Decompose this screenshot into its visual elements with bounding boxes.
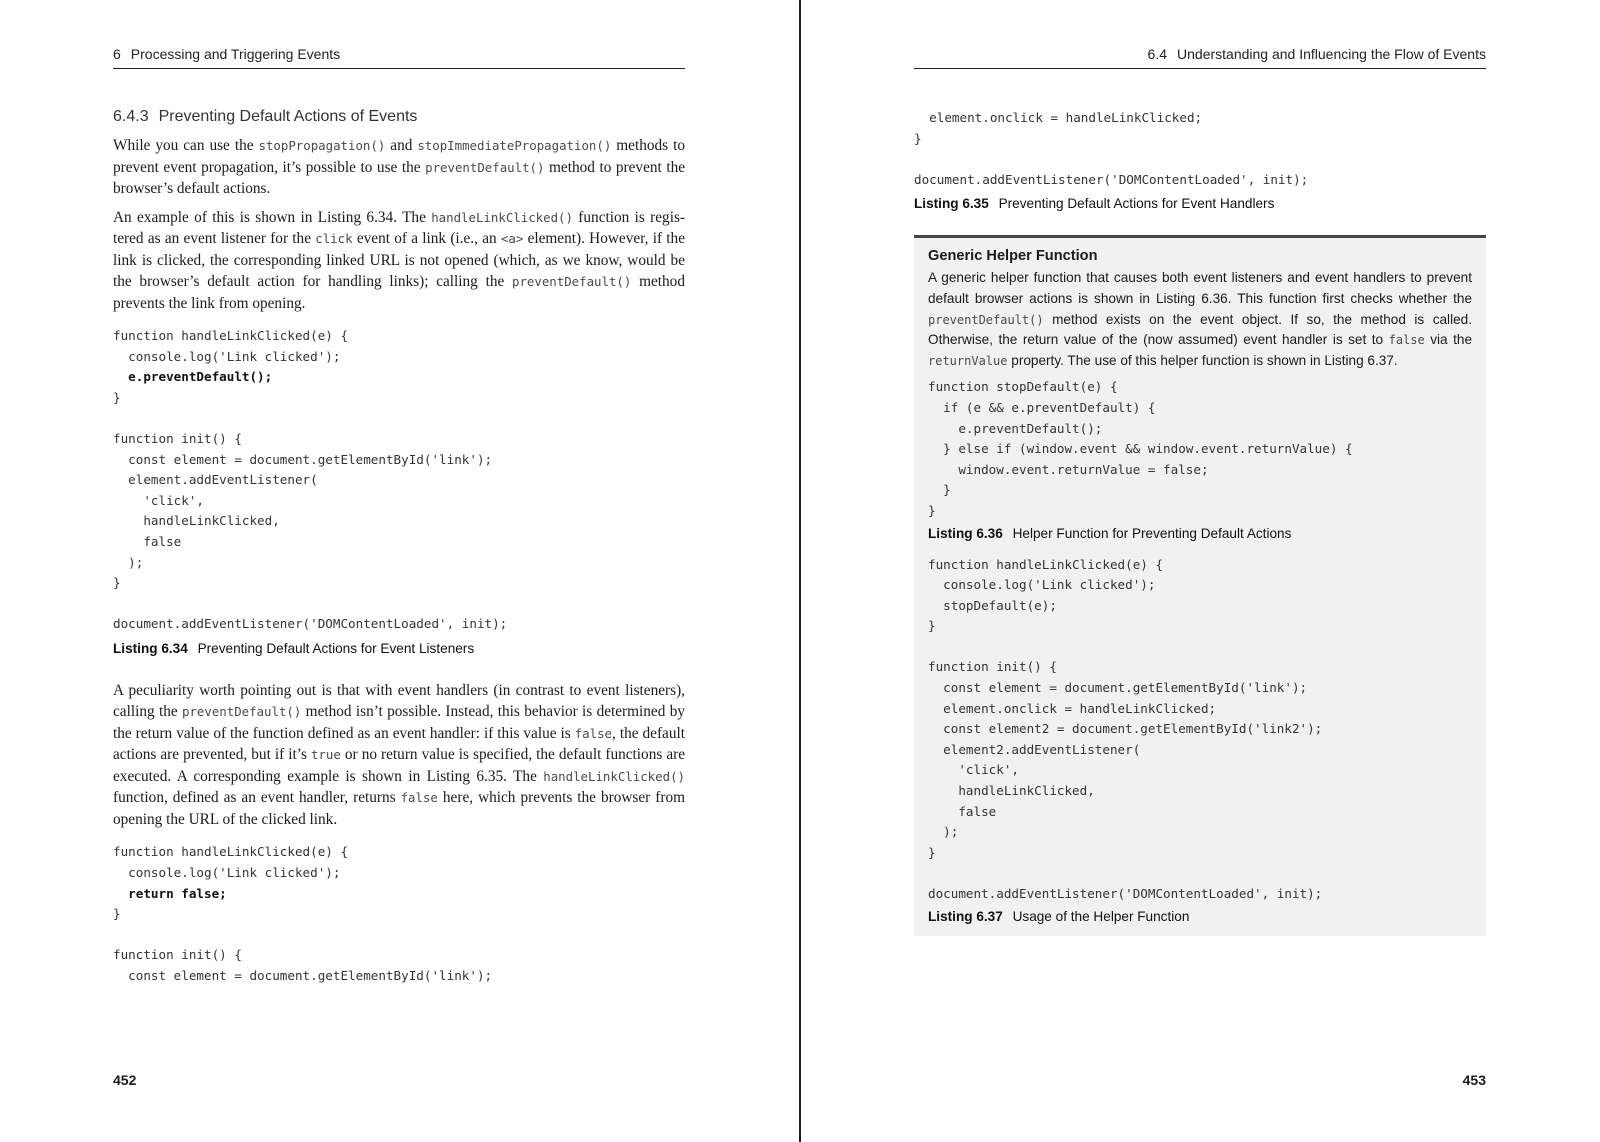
left-content bbox=[113, 108, 685, 993]
text-run: function, defined as an event handler, returns bbox=[113, 789, 401, 807]
inline-code: true bbox=[311, 747, 341, 763]
caption-text: Helper Function for Preventing Default Actions bbox=[1012, 525, 1292, 541]
code-listing-6-34 bbox=[113, 326, 685, 635]
code-line: e.preventDefault(); bbox=[928, 420, 1103, 436]
text-run: A peculiarity worth pointing out is that with event handlers (in contrast to event listeners), calling the bbox=[113, 681, 685, 721]
inline-code: handleLinkClicked() bbox=[543, 768, 685, 784]
code-line: 'click', bbox=[928, 762, 1019, 778]
code-line: function init() { bbox=[113, 430, 242, 446]
inline-code: false bbox=[400, 790, 438, 806]
code-line: } bbox=[113, 389, 121, 405]
code-line: window.event.returnValue = false; bbox=[928, 461, 1209, 477]
inline-code: returnValue bbox=[928, 353, 1008, 368]
section-number: 6.4.3 bbox=[113, 108, 149, 125]
code-line: function handleLinkClicked(e) { bbox=[928, 556, 1164, 572]
code-listing-6-35-part2 bbox=[914, 108, 1486, 190]
code-line: function init() { bbox=[928, 659, 1057, 675]
inline-code: preventDefault() bbox=[512, 274, 632, 289]
inline-code: <a> bbox=[500, 231, 524, 246]
code-line bbox=[928, 637, 1472, 658]
code-line: function stopDefault(e) { bbox=[928, 379, 1118, 395]
right-content bbox=[914, 108, 1486, 936]
inline-code: preventDefault() bbox=[928, 312, 1044, 327]
caption-text: Preventing Default Actions for Event Handlers bbox=[998, 196, 1275, 212]
code-line: element.addEventListener( bbox=[113, 472, 318, 488]
page-number: 453 bbox=[1462, 1072, 1486, 1088]
code-line: } bbox=[928, 618, 936, 634]
code-line: ); bbox=[928, 824, 959, 840]
code-line: } bbox=[928, 502, 936, 518]
left-page bbox=[0, 0, 799, 1142]
text-run: or no return value is specified, the default functions are executed. A corresponding example is shown in Listing 6.35. The bbox=[113, 746, 686, 785]
code-line: element2.addEventListener( bbox=[928, 741, 1141, 757]
code-line bbox=[113, 925, 685, 946]
text-run: An example of this is shown in Listing 6.34. The bbox=[113, 208, 432, 226]
text-run: here, which prevents the browser from opening the URL of the clicked link. bbox=[113, 789, 685, 828]
text-run: element). However, if the link is clicked, the corresponding linked URL is not opened (which, as we know, would be the browser’s default action for handling links); calling the bbox=[113, 230, 685, 290]
paragraph-example bbox=[113, 207, 685, 315]
page-number: 452 bbox=[113, 1072, 137, 1088]
code-line: const element = document.getElementById('link'); bbox=[928, 680, 1308, 696]
code-line: document.addEventListener('DOMContentLoaded', init); bbox=[914, 171, 1309, 187]
code-line: console.log('Link clicked'); bbox=[113, 865, 341, 880]
code-line: handleLinkClicked, bbox=[928, 783, 1095, 799]
code-line bbox=[113, 408, 685, 429]
code-line: handleLinkClicked, bbox=[113, 513, 280, 529]
text-run: and bbox=[385, 137, 418, 154]
chapter-title: Processing and Triggering Events bbox=[130, 46, 341, 62]
inline-code: preventDefault() bbox=[181, 704, 302, 720]
code-line: } bbox=[113, 575, 121, 591]
text-run: function is registered as an event listener for the bbox=[113, 208, 686, 247]
inline-code: stopPropagation() bbox=[258, 138, 386, 153]
code-listing-6-36 bbox=[928, 377, 1472, 521]
code-line-highlighted: return false; bbox=[113, 885, 227, 901]
code-line bbox=[914, 149, 1486, 170]
code-line-highlighted: e.preventDefault(); bbox=[113, 369, 273, 385]
code-listing-6-37 bbox=[928, 555, 1472, 905]
inline-code: stopImmediatePropagation() bbox=[417, 138, 612, 153]
caption-number: Listing 6.36 bbox=[928, 525, 1003, 541]
inline-code: false bbox=[574, 725, 613, 741]
section-heading bbox=[113, 108, 685, 126]
section-title: Preventing Default Actions of Events bbox=[158, 108, 418, 125]
code-line: document.addEventListener('DOMContentLoaded', init); bbox=[113, 616, 508, 632]
code-line: console.log('Link clicked'); bbox=[113, 348, 341, 364]
inline-code: handleLinkClicked() bbox=[431, 209, 573, 225]
listing-caption bbox=[928, 909, 1472, 924]
code-line: ); bbox=[113, 554, 144, 570]
code-line: const element2 = document.getElementById('link2'); bbox=[928, 721, 1323, 737]
code-line: function handleLinkClicked(e) { bbox=[113, 844, 349, 860]
code-line: } else if (window.event && window.event.returnValue) { bbox=[928, 441, 1353, 457]
inline-code: false bbox=[1388, 333, 1425, 348]
box-title: Generic Helper Function bbox=[928, 248, 1098, 265]
code-line: } bbox=[914, 130, 922, 146]
code-line: } bbox=[928, 844, 936, 860]
left-running-header bbox=[113, 46, 685, 69]
helper-function-box bbox=[914, 235, 1486, 935]
code-line: const element = document.getElementById('link'); bbox=[113, 967, 493, 983]
text-run: method exists on the event object. If so, the method is called. Otherwise, the return value of the (now assumed) event handler is set to bbox=[928, 311, 1472, 348]
caption-number: Listing 6.34 bbox=[113, 640, 188, 656]
code-line: console.log('Link clicked'); bbox=[928, 577, 1156, 593]
text-run: event of a link (i.e., an bbox=[352, 230, 501, 247]
section-title: Understanding and Influencing the Flow of Events bbox=[1177, 46, 1486, 62]
text-run: , the default actions are prevented, but if it’s bbox=[113, 724, 685, 764]
text-run: method prevents the link from opening. bbox=[113, 273, 685, 312]
code-line: element.onclick = handleLinkClicked; bbox=[928, 700, 1217, 716]
text-run: via the bbox=[1424, 332, 1473, 348]
code-line: } bbox=[928, 482, 951, 498]
code-line: document.addEventListener('DOMContentLoaded', init); bbox=[928, 886, 1323, 901]
chapter-number: 6 bbox=[113, 46, 121, 62]
listing-caption bbox=[914, 196, 1486, 211]
inline-code: preventDefault() bbox=[425, 159, 545, 175]
code-line bbox=[928, 863, 1472, 884]
code-line: function handleLinkClicked(e) { bbox=[113, 328, 349, 343]
code-listing-6-35-part1 bbox=[113, 842, 685, 986]
code-line: false bbox=[113, 533, 182, 549]
listing-caption bbox=[113, 641, 685, 656]
inline-code: click bbox=[315, 231, 353, 246]
text-run: method isn’t possible. Instead, this behavior is determined by the return value of the function defined as an event handler: if this value is bbox=[113, 703, 686, 742]
caption-number: Listing 6.37 bbox=[928, 908, 1003, 924]
box-paragraph bbox=[928, 268, 1472, 371]
caption-text: Usage of the Helper Function bbox=[1012, 908, 1190, 924]
text-run: While you can use the bbox=[113, 137, 259, 154]
code-line: const element = document.getElementById('link'); bbox=[113, 451, 493, 467]
code-line: false bbox=[928, 803, 997, 819]
paragraph-intro bbox=[113, 135, 685, 200]
right-page bbox=[801, 0, 1600, 1142]
code-line: } bbox=[113, 906, 121, 922]
text-run: property. The use of this helper function is shown in Listing 6.37. bbox=[1007, 352, 1398, 368]
code-line: stopDefault(e); bbox=[928, 597, 1057, 613]
paragraph-peculiarity bbox=[113, 680, 685, 831]
text-run: method to prevent the browser’s default actions. bbox=[113, 158, 686, 197]
code-line: if (e && e.preventDefault) { bbox=[928, 399, 1156, 415]
right-running-header bbox=[914, 46, 1486, 69]
caption-text: Preventing Default Actions for Event Listeners bbox=[197, 640, 475, 656]
code-line bbox=[113, 594, 685, 615]
listing-caption bbox=[928, 526, 1472, 541]
text-run: methods to prevent event propagation, it’s possible to use the bbox=[113, 137, 685, 176]
text-run: A generic helper function that causes both event listeners and event handlers to prevent default browser actions is shown in Listing 6.36. This function first checks whether the bbox=[928, 270, 1472, 306]
code-line: element.onclick = handleLinkClicked; bbox=[914, 110, 1203, 125]
caption-number: Listing 6.35 bbox=[914, 196, 989, 212]
code-line: 'click', bbox=[113, 492, 204, 508]
section-number: 6.4 bbox=[1147, 46, 1168, 62]
code-line: function init() { bbox=[113, 947, 242, 963]
